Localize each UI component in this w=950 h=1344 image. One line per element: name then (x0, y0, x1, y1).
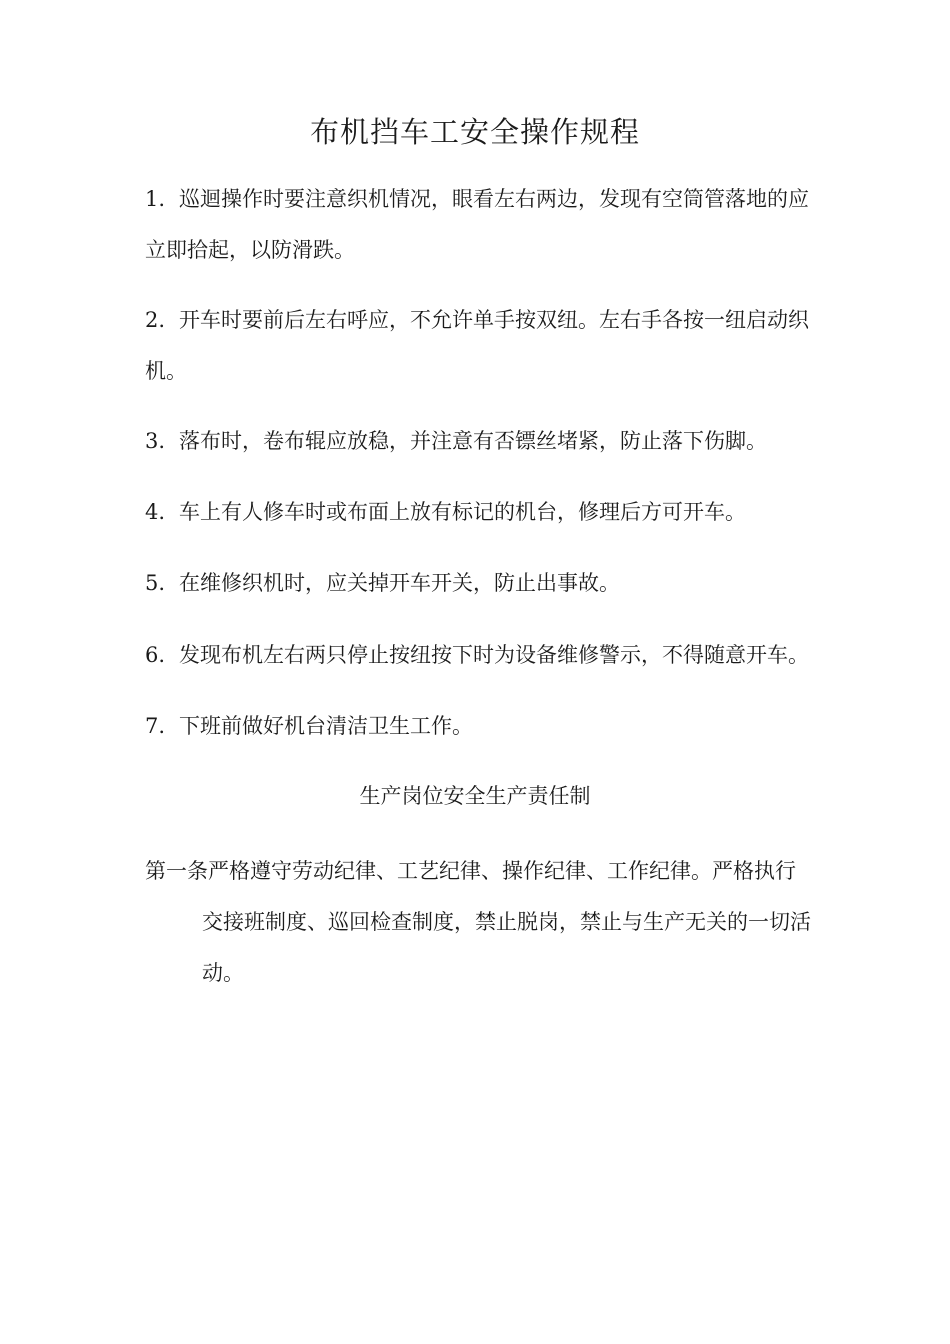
list-item-text: 机。 (145, 359, 187, 383)
article-line: 动。 (202, 961, 244, 985)
article-line: 交接班制度、巡回检查制度，禁止脱岗，禁止与生产无关的一切活 (202, 910, 811, 934)
list-item (145, 701, 835, 752)
list-item-line (145, 630, 835, 681)
list-item-number: 7. (145, 714, 166, 738)
list-item-number: 4. (145, 500, 166, 524)
list-item (145, 174, 835, 276)
list-item-line (145, 701, 835, 752)
list-item (145, 295, 835, 397)
list-item-text: 车上有人修车时或布面上放有标记的机台，修理后方可开车。 (179, 500, 746, 524)
list-item (145, 416, 835, 467)
article-continuation (145, 897, 835, 999)
list-item-number: 3. (145, 429, 166, 453)
list-item-number: 2. (145, 308, 166, 332)
list-item-text: 落布时，卷布辊应放稳，并注意有否镖丝堵紧，防止落下伤脚。 (179, 429, 767, 453)
article-paragraph (145, 846, 835, 999)
list-item-text: 巡迴操作时要注意织机情况，眼看左右两边，发现有空筒管落地的应 (179, 187, 809, 211)
list-item (145, 630, 835, 681)
list-item-text: 发现布机左右两只停止按纽按下时为设备维修警示，不得随意开车。 (179, 643, 809, 667)
list-item-line (145, 295, 835, 346)
list-item-text: 立即拾起，以防滑跌。 (145, 238, 355, 262)
section-title: 生产岗位安全生产责任制 (359, 784, 591, 808)
list-item-number: 6. (145, 643, 166, 667)
list-item-text: 下班前做好机台清洁卫生工作。 (179, 714, 473, 738)
list-item (145, 558, 835, 609)
list-item-line (145, 416, 835, 467)
list-item-line (145, 174, 835, 225)
list-item-text: 开车时要前后左右呼应，不允许单手按双纽。左右手各按一纽启动织 (179, 308, 809, 332)
list-item-number: 5. (145, 571, 166, 595)
list-item-line (145, 558, 835, 609)
document-title: 布机挡车工安全操作规程 (309, 115, 640, 149)
list-item-line (145, 487, 835, 538)
list-item-text: 在维修织机时，应关掉开车开关，防止出事故。 (179, 571, 620, 595)
list-item (145, 487, 835, 538)
article-first-line: 第一条严格遵守劳动纪律、工艺纪律、操作纪律、工作纪律。严格执行 (145, 859, 796, 883)
list-item-number: 1. (145, 187, 166, 211)
